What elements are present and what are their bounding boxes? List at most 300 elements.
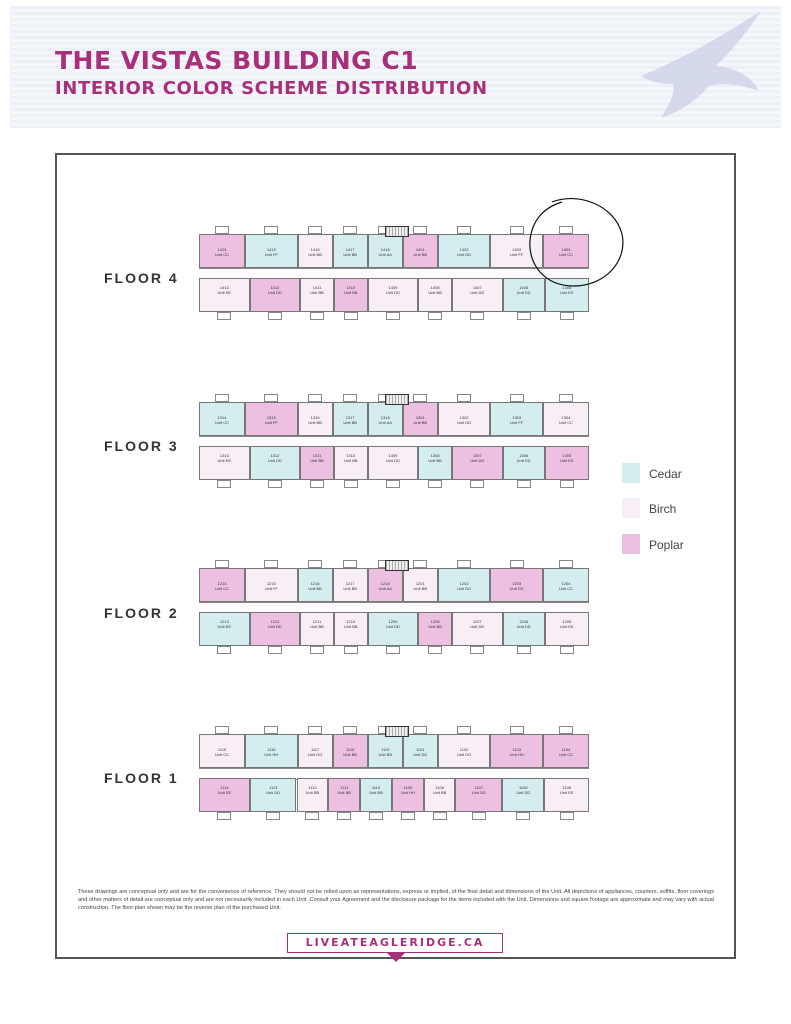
unit-number: 1216 (310, 581, 320, 586)
unit-number: 1116 (267, 747, 276, 752)
unit-1416 (298, 234, 333, 268)
unit-number: 1310 (346, 453, 356, 458)
unit-number: 1416 (310, 247, 320, 252)
unit-type: Unit CC (558, 420, 573, 425)
unit-number: 1202 (459, 581, 469, 586)
unit-1214 (199, 568, 245, 602)
unit-type: Unit DD (385, 458, 400, 463)
unit-type: Unit HH (509, 752, 524, 757)
unit-number: 1410 (346, 285, 356, 290)
unit-number: 1213 (219, 619, 229, 624)
unit-type: Unit CC (214, 586, 229, 591)
balcony (264, 726, 278, 734)
unit-type: Unit DD (267, 290, 282, 295)
unit-1311 (300, 446, 334, 480)
unit-1216 (298, 568, 333, 602)
unit-1217 (333, 568, 368, 602)
floor-4-label: FLOOR 4 (104, 270, 179, 286)
unit-type: Unit DD (509, 586, 524, 591)
unit-type: Unit DD (267, 624, 282, 629)
unit-type: Unit BB (343, 586, 357, 591)
balcony (517, 646, 531, 654)
unit-type: Unit EE (217, 624, 232, 629)
unit-type: Unit GG (456, 752, 472, 757)
unit-type: Unit EE (560, 624, 574, 629)
unit-1305 (545, 446, 589, 480)
unit-number: 1205 (562, 619, 572, 624)
unit-1203 (490, 568, 543, 602)
unit-1301 (403, 402, 438, 436)
unit-number: 1314 (217, 415, 227, 420)
unit-1315 (245, 402, 298, 436)
unit-number: 1103 (512, 747, 521, 752)
unit-number: 1307 (472, 453, 482, 458)
legend-swatch-birch (622, 498, 640, 518)
balcony (386, 646, 400, 654)
header-banner (10, 6, 781, 128)
unit-number: 1209 (388, 619, 398, 624)
unit-1207 (452, 612, 503, 646)
unit-1414 (199, 234, 245, 268)
unit-type: Unit CC (214, 752, 229, 757)
unit-type: Unit BB (310, 290, 324, 295)
floor-2-label: FLOOR 2 (104, 605, 179, 621)
unit-number: 1312 (270, 453, 280, 458)
unit-1408 (418, 278, 452, 312)
unit-type: Unit BB (343, 624, 358, 629)
unit-type: Unit BB (343, 458, 358, 463)
unit-type: Unit BB (413, 420, 428, 425)
unit-1116 (245, 734, 298, 768)
unit-type: Unit BB (343, 752, 357, 757)
unit-type: Unit GG (307, 752, 323, 757)
unit-number: 1218 (380, 581, 390, 586)
unit-number: 1315 (266, 415, 276, 420)
unit-number: 1413 (219, 285, 229, 290)
unit-number: 1305 (562, 453, 572, 458)
unit-number: 1306 (519, 453, 529, 458)
unit-type: Unit BB (432, 790, 447, 795)
unit-type: Unit BB (428, 624, 442, 629)
unit-type: Unit FF (264, 586, 278, 591)
balcony (386, 312, 400, 320)
legend-swatch-poplar (622, 534, 640, 554)
unit-type: Unit BB (369, 790, 383, 795)
balcony (264, 560, 278, 568)
unit-number: 1105 (562, 785, 572, 790)
unit-1307 (452, 446, 503, 480)
balcony (517, 480, 531, 488)
balcony (343, 226, 357, 234)
unit-number: 1417 (345, 247, 355, 252)
balcony (217, 312, 231, 320)
stair-core-icon (385, 394, 409, 405)
unit-number: 1407 (472, 285, 482, 290)
balcony (215, 560, 229, 568)
unit-1209 (368, 612, 419, 646)
unit-number: 1317 (345, 415, 355, 420)
unit-number: 1208 (430, 619, 440, 624)
unit-type: Unit BB (343, 252, 357, 257)
unit-1317 (333, 402, 368, 436)
unit-number: 1406 (519, 285, 529, 290)
unit-number: 1409 (388, 285, 398, 290)
balcony (215, 394, 229, 402)
floor-2-plan (195, 556, 593, 656)
unit-type: Unit EE (560, 458, 574, 463)
unit-1102 (438, 734, 491, 768)
unit-number: 1109 (403, 785, 413, 790)
stair-core-icon (385, 726, 409, 737)
eagle-logo-icon (621, 6, 771, 124)
unit-number: 1403 (512, 247, 522, 252)
unit-type: Unit BB (343, 290, 358, 295)
unit-1112 (297, 778, 329, 812)
balcony (510, 726, 524, 734)
balcony (344, 312, 358, 320)
balcony (428, 646, 442, 654)
balcony (343, 726, 357, 734)
unit-1101 (403, 734, 438, 768)
balcony (310, 480, 324, 488)
unit-1306 (503, 446, 545, 480)
unit-type: Unit DD (516, 624, 531, 629)
unit-1208 (418, 612, 452, 646)
unit-1119 (368, 734, 403, 768)
unit-1201 (403, 568, 438, 602)
unit-number: 1206 (519, 619, 529, 624)
unit-1202 (438, 568, 491, 602)
unit-number: 1117 (310, 747, 320, 752)
legend-label-birch: Birch (649, 502, 677, 516)
unit-type: Unit BB (305, 790, 320, 795)
balcony (344, 480, 358, 488)
unit-number: 1119 (381, 747, 390, 752)
balcony (310, 312, 324, 320)
balcony (217, 646, 231, 654)
balcony (516, 812, 530, 820)
unit-number: 1303 (512, 415, 522, 420)
balcony (268, 480, 282, 488)
unit-type: Unit CC (214, 420, 229, 425)
unit-1302 (438, 402, 491, 436)
unit-1411 (300, 278, 334, 312)
unit-number: 1309 (388, 453, 398, 458)
hand-drawn-circle-annotation (522, 194, 628, 292)
balcony (560, 480, 574, 488)
unit-1310 (334, 446, 368, 480)
balcony (308, 726, 322, 734)
unit-number: 1301 (415, 415, 425, 420)
unit-type: Unit DD (516, 458, 531, 463)
unit-number: 1408 (430, 285, 440, 290)
unit-type: Unit DD (470, 624, 485, 629)
unit-type: Unit HH (400, 790, 415, 795)
balcony (343, 394, 357, 402)
balcony (386, 480, 400, 488)
unit-type: Unit BB (337, 790, 351, 795)
unit-1218 (368, 568, 403, 602)
balcony (401, 812, 415, 820)
balcony (308, 394, 322, 402)
unit-1309 (368, 446, 419, 480)
unit-type: Unit BB (310, 624, 324, 629)
unit-type: Unit BB (308, 586, 322, 591)
unit-type: Unit HH (264, 752, 279, 757)
unit-number: 1401 (415, 247, 425, 252)
unit-type: Unit CC (214, 252, 229, 257)
balcony (428, 480, 442, 488)
unit-number: 1113 (269, 785, 278, 790)
unit-number: 1414 (217, 247, 227, 252)
unit-number: 1308 (430, 453, 440, 458)
unit-number: 1106 (518, 785, 528, 790)
unit-1108 (424, 778, 456, 812)
unit-number: 1104 (561, 747, 571, 752)
balcony (337, 812, 351, 820)
unit-type: Unit DD (470, 458, 485, 463)
balcony (560, 646, 574, 654)
unit-1215 (245, 568, 298, 602)
balcony (217, 480, 231, 488)
balcony (215, 226, 229, 234)
balcony (413, 394, 427, 402)
unit-number: 1211 (312, 619, 322, 624)
disclaimer-text: These drawings are conceptual only and are for the convenience of reference. They should not be relied upon as representations, express or implied, of the final detail and dimensions of the Unit. All depictions of appliances, counters, soffits, floor coverings and other matters of detail are conceptual only and are not necessarily included in each Unit. Consult your Agreement and the disclosure package for the items included with the Unit. Dimensions and square footage are approximate and may vary with actual construction. The floor plan shown may be the reverse plan of the purchased Unit. (78, 889, 714, 911)
balcony (217, 812, 231, 820)
unit-type: Unit FF (264, 420, 278, 425)
down-arrow-icon (387, 953, 405, 962)
unit-number: 1304 (561, 415, 571, 420)
unit-type: Unit FF (510, 252, 524, 257)
balcony (266, 812, 280, 820)
unit-type: Unit CC (558, 586, 573, 591)
unit-1412 (250, 278, 301, 312)
unit-type: Unit DD (385, 290, 400, 295)
balcony (310, 646, 324, 654)
unit-1115 (199, 734, 245, 768)
unit-1118 (333, 734, 368, 768)
unit-type: Unit DD (516, 290, 531, 295)
unit-number: 1412 (270, 285, 280, 290)
unit-1413 (199, 278, 250, 312)
unit-type: Unit CC (558, 252, 573, 257)
unit-type: Unit DD (267, 458, 282, 463)
balcony (510, 560, 524, 568)
balcony (268, 646, 282, 654)
unit-type: Unit BB (343, 420, 357, 425)
unit-type: Unit AA (378, 252, 392, 257)
unit-number: 1302 (459, 415, 469, 420)
unit-1304 (543, 402, 589, 436)
balcony (268, 312, 282, 320)
unit-type: Unit BB (428, 290, 442, 295)
balcony (457, 560, 471, 568)
unit-number: 1203 (512, 581, 522, 586)
balcony (472, 812, 486, 820)
floor-3-plan (195, 390, 593, 490)
unit-number: 1107 (474, 785, 484, 790)
unit-number: 1311 (312, 453, 322, 458)
unit-number: 1402 (459, 247, 469, 252)
unit-number: 1411 (312, 285, 322, 290)
unit-1107 (455, 778, 502, 812)
balcony (559, 560, 573, 568)
unit-number: 1405 (562, 285, 572, 290)
balcony (344, 646, 358, 654)
unit-number: 1207 (472, 619, 482, 624)
balcony (510, 394, 524, 402)
balcony (559, 726, 573, 734)
unit-1402 (438, 234, 491, 268)
floor-3-label: FLOOR 3 (104, 438, 179, 454)
page-subtitle: INTERIOR COLOR SCHEME DISTRIBUTION (55, 78, 488, 99)
unit-type: Unit BB (308, 252, 322, 257)
unit-type: Unit DD (457, 586, 472, 591)
unit-number: 1118 (346, 747, 355, 752)
unit-type: Unit BB (308, 420, 322, 425)
unit-1109 (392, 778, 424, 812)
unit-1117 (298, 734, 333, 768)
unit-type: Unit BB (378, 752, 392, 757)
unit-1308 (418, 446, 452, 480)
legend-label-cedar: Cedar (649, 467, 682, 481)
unit-1213 (199, 612, 250, 646)
unit-type: Unit DD (266, 790, 281, 795)
unit-1401 (403, 234, 438, 268)
floor-1-label: FLOOR 1 (104, 770, 179, 786)
unit-number: 1210 (346, 619, 356, 624)
unit-1313 (199, 446, 250, 480)
balcony (560, 812, 574, 820)
balcony (560, 312, 574, 320)
balcony (308, 226, 322, 234)
unit-number: 1318 (380, 415, 390, 420)
balcony (264, 394, 278, 402)
unit-number: 1102 (459, 747, 469, 752)
unit-type: Unit FF (264, 252, 278, 257)
unit-number: 1114 (220, 785, 229, 790)
website-link[interactable]: LIVEATEAGLERIDGE.CA (287, 933, 503, 953)
unit-type: Unit BB (413, 586, 428, 591)
balcony (413, 726, 427, 734)
unit-type: Unit AA (378, 586, 392, 591)
page-title: THE VISTAS BUILDING C1 (55, 46, 419, 75)
floor-1-plan (195, 722, 593, 822)
unit-number: 1215 (266, 581, 276, 586)
unit-type: Unit DD (471, 790, 486, 795)
unit-1415 (245, 234, 298, 268)
legend-swatch-cedar (622, 463, 640, 483)
unit-1316 (298, 402, 333, 436)
unit-1103 (490, 734, 543, 768)
stair-core-icon (385, 226, 409, 237)
unit-1212 (250, 612, 301, 646)
unit-number: 1108 (435, 785, 444, 790)
unit-1111 (328, 778, 360, 812)
unit-type: Unit EE (217, 290, 232, 295)
balcony (369, 812, 383, 820)
balcony (470, 646, 484, 654)
unit-number: 1404 (561, 247, 571, 252)
unit-type: Unit DD (470, 290, 485, 295)
unit-number: 1204 (561, 581, 571, 586)
balcony (457, 226, 471, 234)
unit-number: 1214 (217, 581, 227, 586)
unit-type: Unit FF (510, 420, 524, 425)
balcony (215, 726, 229, 734)
unit-type: Unit DD (457, 420, 472, 425)
unit-type: Unit DD (385, 624, 400, 629)
balcony (264, 226, 278, 234)
unit-type: Unit BB (310, 458, 324, 463)
unit-1205 (545, 612, 589, 646)
unit-1410 (334, 278, 368, 312)
unit-number: 1115 (217, 747, 227, 752)
unit-1110 (360, 778, 392, 812)
unit-1104 (543, 734, 589, 768)
balcony (433, 812, 447, 820)
unit-number: 1212 (270, 619, 280, 624)
unit-type: Unit DD (516, 790, 531, 795)
unit-number: 1112 (308, 785, 317, 790)
unit-number: 1217 (345, 581, 355, 586)
balcony (457, 394, 471, 402)
unit-number: 1415 (266, 247, 276, 252)
unit-1114 (199, 778, 250, 812)
unit-1206 (503, 612, 545, 646)
unit-1211 (300, 612, 334, 646)
stair-core-icon (385, 560, 409, 571)
unit-number: 1313 (219, 453, 229, 458)
unit-1113 (250, 778, 297, 812)
unit-1409 (368, 278, 419, 312)
balcony (343, 560, 357, 568)
unit-number: 1316 (310, 415, 320, 420)
unit-type: Unit BB (428, 458, 442, 463)
balcony (413, 226, 427, 234)
balcony (470, 480, 484, 488)
legend-label-poplar: Poplar (649, 538, 684, 552)
unit-1204 (543, 568, 589, 602)
unit-type: Unit BB (413, 252, 428, 257)
unit-1105 (544, 778, 589, 812)
unit-type: Unit CC (558, 752, 573, 757)
balcony (305, 812, 319, 820)
unit-type: Unit EE (559, 790, 574, 795)
unit-type: Unit EE (217, 790, 232, 795)
unit-1106 (502, 778, 544, 812)
unit-1318 (368, 402, 403, 436)
unit-number: 1111 (340, 785, 349, 790)
unit-1407 (452, 278, 503, 312)
unit-type: Unit EE (560, 290, 574, 295)
balcony (457, 726, 471, 734)
unit-type: Unit DD (413, 752, 428, 757)
balcony (470, 312, 484, 320)
balcony (559, 394, 573, 402)
unit-number: 1110 (371, 785, 381, 790)
unit-1418 (368, 234, 403, 268)
balcony (428, 312, 442, 320)
unit-number: 1101 (415, 747, 425, 752)
unit-1314 (199, 402, 245, 436)
unit-1417 (333, 234, 368, 268)
balcony (517, 312, 531, 320)
unit-type: Unit AA (378, 420, 392, 425)
unit-1303 (490, 402, 543, 436)
unit-number: 1418 (380, 247, 390, 252)
